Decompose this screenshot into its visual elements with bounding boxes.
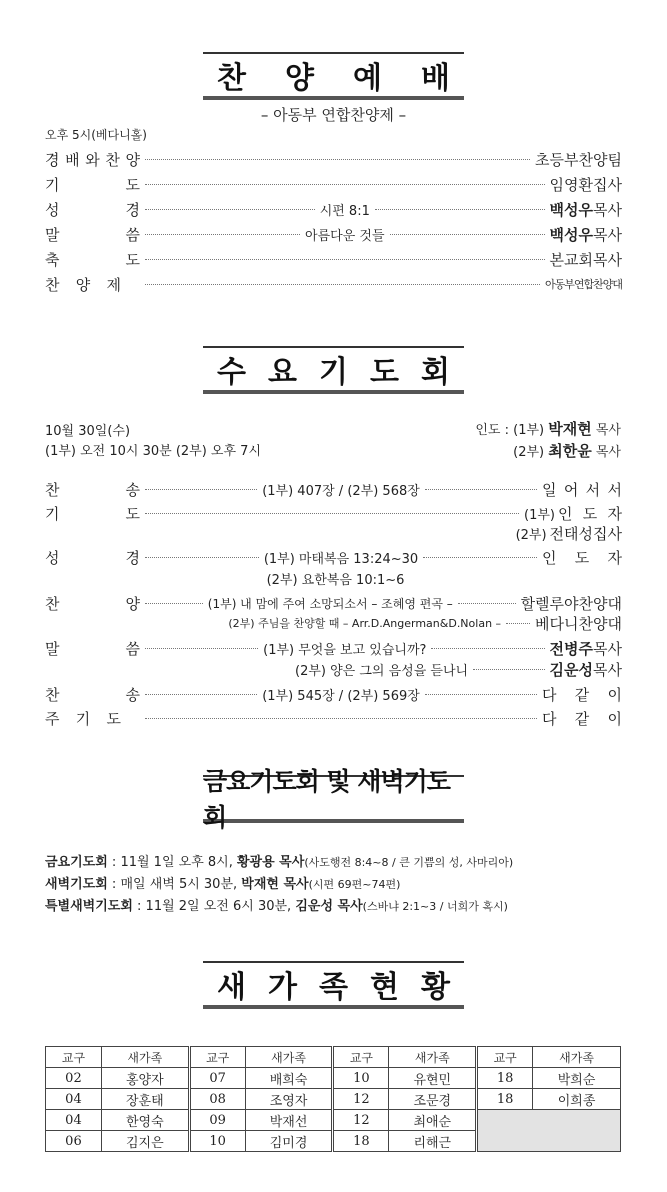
worship-item-festival: 찬 양 제 아동부연합찬양대 xyxy=(45,275,622,294)
wednesday-leader-2: (2부) 최한윤 목사 xyxy=(513,442,621,460)
worship-item-prayer: 기 도 임영환집사 xyxy=(45,175,622,194)
wed-hymn-2: 찬 송 (1부) 545장 / (2부) 569장 다 같 이 xyxy=(45,685,623,704)
wed-sermon-2: (2부) 양은 그의 음성을 듣나니 김운성목사 xyxy=(295,660,622,679)
worship-item-praise: 경 배 와 찬 양 초등부찬양팀 xyxy=(45,150,622,169)
newfamily-title: 새 가 족 현 황 xyxy=(203,961,464,1009)
worship-time: 오후 5시(베다니홀) xyxy=(45,128,147,142)
wednesday-leader-1: 인도 : (1부) 박재현 목사 xyxy=(475,420,621,438)
wed-scripture: 성 경 (1부) 마태복음 13:24~30 인 도 자 xyxy=(45,548,622,567)
wed-prayer: 기 도 (1부) 인 도 자 xyxy=(45,504,622,523)
table-row: 04 한영숙 09 박재선 12 최애순 xyxy=(46,1110,621,1131)
friday-title: 금요기도회 및 새벽기도회 xyxy=(203,775,464,823)
worship-title: 찬 양 예 배 xyxy=(203,52,464,100)
friday-line-1: 금요기도회 : 11월 1일 오후 8시, 황광용 목사(사도행전 8:4~8 / 큰 기쁨의 성, 사마리아) xyxy=(45,855,514,870)
wed-hymn-1: 찬 송 (1부) 407장 / (2부) 568장 일 어 서 서 xyxy=(45,480,622,499)
wednesday-date: 10월 30일(수) xyxy=(45,424,131,439)
wed-anthem-2: (2부) 주님을 찬양할 때 – Arr.D.Angerman&D.Nolan – 베다니찬양대 xyxy=(228,614,622,633)
table-row: 04 장훈태 08 조영자 12 조문경 18 이희종 xyxy=(46,1089,621,1110)
worship-item-sermon: 말 씀 아름다운 것들 백성우목사 xyxy=(45,225,623,244)
table-header-row: 교구 새가족 교구 새가족 교구 새가족 교구 새가족 xyxy=(46,1047,621,1068)
wed-anthem-1: 찬 양 (1부) 내 맘에 주여 소망되소서 – 조혜영 편곡 – 할렐루야찬양대 xyxy=(45,594,622,613)
wed-lords-prayer: 주 기 도 다 같 이 xyxy=(45,709,622,728)
wednesday-title: 수 요 기 도 회 xyxy=(203,346,464,394)
worship-item-benediction: 축 도 본교회목사 xyxy=(45,250,622,269)
table-row: 06 김지은 10 김미경 18 리해근 xyxy=(46,1131,621,1152)
wed-prayer-2: (2부) 전태성집사 xyxy=(515,524,622,543)
friday-line-3: 특별새벽기도회 : 11월 2일 오전 6시 30분, 김운성 목사(스바냐 2:1~3 / 너희가 혹시) xyxy=(45,899,508,914)
wednesday-times: (1부) 오전 10시 30분 (2부) 오후 7시 xyxy=(45,444,262,459)
worship-subtitle: – 아동부 연합찬양제 – xyxy=(260,106,407,124)
table-row: 02 홍양자 07 배희숙 10 유현민 18 박희순 xyxy=(46,1068,621,1089)
wed-sermon-1: 말 씀 (1부) 무엇을 보고 있습니까? 전병주목사 xyxy=(45,639,623,658)
newfamily-table xyxy=(45,1046,621,1152)
empty-cell xyxy=(477,1110,621,1152)
friday-line-2: 새벽기도회 : 매일 새벽 5시 30분, 박재현 목사(시편 69편~74편) xyxy=(45,877,401,892)
worship-item-scripture: 성 경 시편 8:1 백성우목사 xyxy=(45,200,623,219)
wed-scripture-2: (2부) 요한복음 10:1~6 xyxy=(266,572,405,588)
